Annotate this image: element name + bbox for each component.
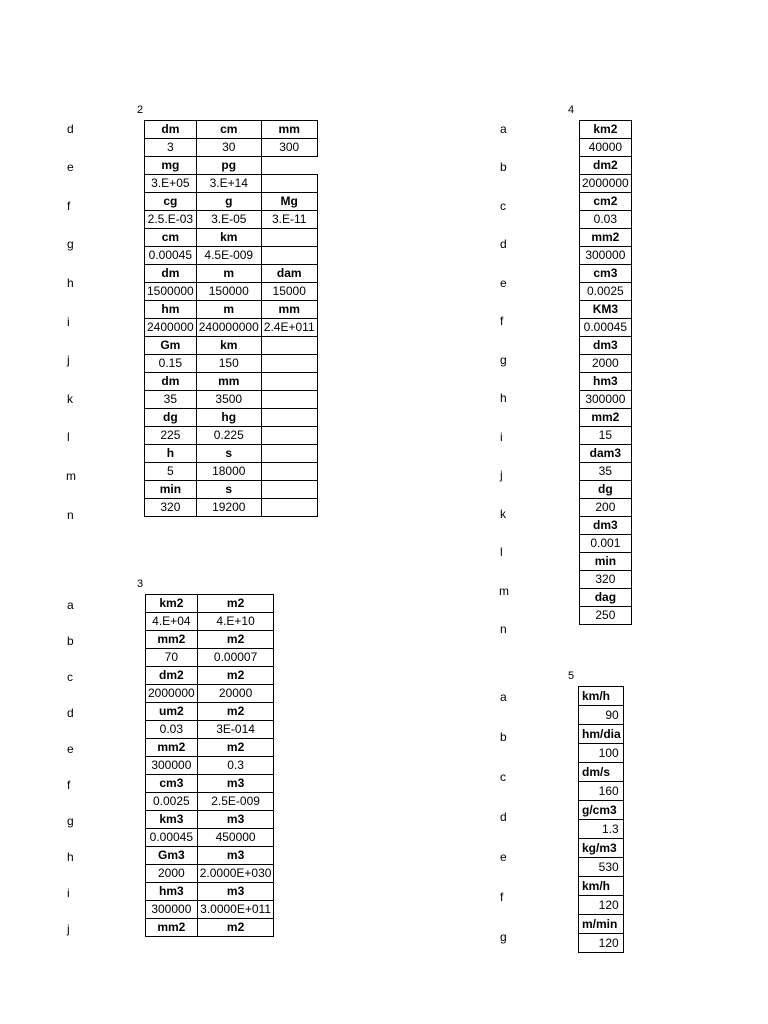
table-row [145, 157, 318, 175]
cell: 0.00007 [197, 649, 274, 667]
cell: 150 [196, 355, 261, 373]
row-label-l: l [500, 545, 503, 559]
table-row [146, 901, 274, 919]
row-label-d: d [67, 706, 74, 720]
cell: dm [145, 265, 197, 283]
row-label-f: f [500, 314, 504, 328]
cell: m2 [197, 703, 274, 721]
cell: 2.5E-009 [197, 793, 274, 811]
cell-empty [261, 229, 317, 247]
cell: hm3 [580, 373, 632, 391]
row-label-d: d [500, 237, 507, 251]
table-row [580, 427, 632, 445]
cell: m [196, 301, 261, 319]
table-row [579, 934, 624, 953]
cell: mm2 [580, 409, 632, 427]
row-label-m: m [66, 469, 76, 483]
cell: dm3 [580, 517, 632, 535]
table-row [580, 355, 632, 373]
table-row [145, 463, 318, 481]
row-label-a: a [67, 598, 74, 612]
cell-empty [261, 409, 317, 427]
table-row [580, 391, 632, 409]
section-number: 4 [568, 104, 575, 116]
table-row [145, 337, 318, 355]
cell-empty [261, 337, 317, 355]
row-label-h: h [500, 391, 507, 405]
table-row [579, 801, 624, 820]
table-row [580, 283, 632, 301]
cell: 160 [579, 782, 624, 801]
cell: 120 [579, 896, 624, 915]
table-row [146, 685, 274, 703]
row-label-j: j [67, 353, 70, 367]
row-label-e: e [67, 742, 74, 756]
cell: 4.5E-009 [196, 247, 261, 265]
cell: mm [196, 373, 261, 391]
cell: 240000000 [196, 319, 261, 337]
cell: m2 [197, 631, 274, 649]
cell: 0.15 [145, 355, 197, 373]
cell: 2.5.E-03 [145, 211, 197, 229]
table-row [580, 175, 632, 193]
cell: 3.E-11 [261, 211, 317, 229]
cell: 1500000 [145, 283, 197, 301]
table-row [146, 829, 274, 847]
cell: 20000 [197, 685, 274, 703]
cell: m2 [197, 919, 274, 937]
table-row [580, 481, 632, 499]
cell: dg [145, 409, 197, 427]
cell: 0.00045 [580, 319, 632, 337]
cell: mg [145, 157, 197, 175]
row-label-c: c [500, 199, 506, 213]
cell-empty [261, 499, 317, 517]
cell: 0.3 [197, 757, 274, 775]
cell: 3.0000E+011 [197, 901, 274, 919]
cell: 300 [261, 139, 317, 157]
cell: km3 [146, 811, 198, 829]
cell-empty [261, 463, 317, 481]
table-row [146, 847, 274, 865]
row-label-i: i [500, 430, 503, 444]
table-row [145, 355, 318, 373]
table-row [580, 517, 632, 535]
cell: mm2 [146, 919, 198, 937]
table-row [579, 915, 624, 934]
cell: cm [145, 229, 197, 247]
table-row [579, 839, 624, 858]
cell: 200 [580, 499, 632, 517]
row-label-n: n [67, 508, 74, 522]
cell: 320 [580, 571, 632, 589]
row-label-g: g [67, 237, 74, 251]
table-row [146, 811, 274, 829]
cell: mm [261, 301, 317, 319]
cell: 2000 [580, 355, 632, 373]
section-5-table [578, 686, 624, 953]
table-row [579, 687, 624, 706]
cell: min [580, 553, 632, 571]
row-label-e: e [500, 276, 507, 290]
cell: cm [196, 121, 261, 139]
cell: 100 [579, 744, 624, 763]
table-row [580, 247, 632, 265]
cell: 300000 [580, 391, 632, 409]
cell: 150000 [196, 283, 261, 301]
cell: hm [145, 301, 197, 319]
table-row [580, 211, 632, 229]
cell: 70 [146, 649, 198, 667]
cell: 15000 [261, 283, 317, 301]
cell: 4.E+04 [146, 613, 198, 631]
table-row [145, 301, 318, 319]
table-row [579, 725, 624, 744]
cell: m3 [197, 775, 274, 793]
section-3-table [145, 594, 274, 937]
row-label-k: k [500, 507, 506, 521]
cell: dm3 [580, 337, 632, 355]
cell: 2400000 [145, 319, 197, 337]
table-row [146, 865, 274, 883]
row-label-b: b [500, 160, 507, 174]
cell: 4.E+10 [197, 613, 274, 631]
cell: min [145, 481, 197, 499]
row-label-a: a [500, 122, 507, 136]
cell: 2000000 [146, 685, 198, 703]
cell: s [196, 445, 261, 463]
cell-empty [261, 427, 317, 445]
table-row [145, 229, 318, 247]
table-row [580, 589, 632, 607]
table-row [580, 499, 632, 517]
cell: 530 [579, 858, 624, 877]
cell: 0.0025 [146, 793, 198, 811]
row-label-e: e [500, 850, 507, 864]
cell: m3 [197, 811, 274, 829]
table-row [145, 121, 318, 139]
table-row [145, 409, 318, 427]
table-row [146, 721, 274, 739]
cell: s [196, 481, 261, 499]
row-label-c: c [67, 670, 73, 684]
cell: pg [196, 157, 261, 175]
cell: 320 [145, 499, 197, 517]
table-row [579, 858, 624, 877]
table-row [580, 301, 632, 319]
cell: 90 [579, 706, 624, 725]
row-label-j: j [67, 922, 70, 936]
cell: cm3 [146, 775, 198, 793]
cell: g/cm3 [579, 801, 624, 820]
cell: 3.E+05 [145, 175, 197, 193]
cell: m/min [579, 915, 624, 934]
cell: dm2 [146, 667, 198, 685]
row-label-f: f [500, 890, 504, 904]
cell: mm2 [146, 631, 198, 649]
table-row [145, 391, 318, 409]
cell: mm2 [146, 739, 198, 757]
row-label-g: g [67, 814, 74, 828]
cell: Gm3 [146, 847, 198, 865]
table-row [145, 211, 318, 229]
row-label-a: a [500, 690, 507, 704]
cell: 0.03 [580, 211, 632, 229]
table-row [145, 481, 318, 499]
section-number: 5 [568, 670, 575, 682]
cell: 450000 [197, 829, 274, 847]
cell: 225 [145, 427, 197, 445]
table-row [579, 763, 624, 782]
cell: Mg [261, 193, 317, 211]
cell: km2 [580, 121, 632, 139]
cell: hm3 [146, 883, 198, 901]
cell: 300000 [580, 247, 632, 265]
table-row [580, 535, 632, 553]
cell: 30 [196, 139, 261, 157]
cell: 0.225 [196, 427, 261, 445]
cell: km [196, 337, 261, 355]
row-label-i: i [67, 886, 70, 900]
cell: m2 [197, 739, 274, 757]
table-row [146, 883, 274, 901]
cell: dg [580, 481, 632, 499]
row-label-d: d [500, 810, 507, 824]
cell: 2000000 [580, 175, 632, 193]
cell-empty [261, 175, 317, 193]
cell: g [196, 193, 261, 211]
cell: 0.00045 [146, 829, 198, 847]
cell: 35 [580, 463, 632, 481]
row-label-g: g [500, 930, 507, 944]
cell: 40000 [580, 139, 632, 157]
cell: mm [261, 121, 317, 139]
table-row [146, 793, 274, 811]
cell: h [145, 445, 197, 463]
cell: km/h [579, 687, 624, 706]
table-row [579, 782, 624, 801]
cell: um2 [146, 703, 198, 721]
cell: dag [580, 589, 632, 607]
cell-empty [261, 355, 317, 373]
cell: kg/m3 [579, 839, 624, 858]
row-label-k: k [67, 392, 73, 406]
table-row [146, 667, 274, 685]
cell: 18000 [196, 463, 261, 481]
cell: 3E-014 [197, 721, 274, 739]
cell: KM3 [580, 301, 632, 319]
row-label-j: j [500, 468, 503, 482]
table-row [146, 775, 274, 793]
cell: cm3 [580, 265, 632, 283]
table-row [145, 499, 318, 517]
table-row [580, 229, 632, 247]
cell: 300000 [146, 757, 198, 775]
row-label-b: b [67, 634, 74, 648]
cell: 3.E-05 [196, 211, 261, 229]
cell: km2 [146, 595, 198, 613]
table-row [580, 445, 632, 463]
table-row [145, 139, 318, 157]
cell: 1.3 [579, 820, 624, 839]
cell-empty [261, 247, 317, 265]
section-4-table [579, 120, 632, 625]
cell: 35 [145, 391, 197, 409]
table-row [146, 757, 274, 775]
table-row [579, 706, 624, 725]
cell: 3500 [196, 391, 261, 409]
cell-empty [261, 373, 317, 391]
row-label-b: b [500, 730, 507, 744]
row-label-l: l [67, 430, 70, 444]
cell: 2.4E+011 [261, 319, 317, 337]
cell-empty [261, 391, 317, 409]
cell: m2 [197, 667, 274, 685]
row-label-f: f [67, 199, 71, 213]
cell: m2 [197, 595, 274, 613]
cell: m3 [197, 847, 274, 865]
cell-empty [261, 157, 317, 175]
cell: dam3 [580, 445, 632, 463]
table-row [580, 193, 632, 211]
section-2-table [144, 120, 318, 517]
cell-empty [261, 481, 317, 499]
cell: km [196, 229, 261, 247]
table-row [146, 919, 274, 937]
cell: hm/dia [579, 725, 624, 744]
table-row [146, 649, 274, 667]
table-row [580, 319, 632, 337]
table-row [146, 739, 274, 757]
cell: 15 [580, 427, 632, 445]
row-label-e: e [67, 160, 74, 174]
cell: m3 [197, 883, 274, 901]
cell: dm [145, 373, 197, 391]
cell: 0.03 [146, 721, 198, 739]
table-row [580, 409, 632, 427]
cell: m [196, 265, 261, 283]
row-label-c: c [500, 770, 506, 784]
table-row [580, 337, 632, 355]
table-row [579, 820, 624, 839]
cell: 3.E+14 [196, 175, 261, 193]
cell: dm2 [580, 157, 632, 175]
table-row [579, 896, 624, 915]
cell: 0.0025 [580, 283, 632, 301]
cell: 2.0000E+030 [197, 865, 274, 883]
table-row [146, 703, 274, 721]
table-row [145, 445, 318, 463]
cell: km/h [579, 877, 624, 896]
row-label-d: d [67, 122, 74, 136]
table-row [580, 463, 632, 481]
cell: hg [196, 409, 261, 427]
cell: dam [261, 265, 317, 283]
row-label-h: h [67, 850, 74, 864]
cell: cg [145, 193, 197, 211]
table-row [146, 631, 274, 649]
table-row [145, 283, 318, 301]
table-row [145, 175, 318, 193]
section-number: 2 [137, 104, 144, 116]
cell: 2000 [146, 865, 198, 883]
table-row [145, 265, 318, 283]
table-row [580, 571, 632, 589]
row-label-m: m [499, 584, 509, 598]
table-row [580, 157, 632, 175]
cell: 19200 [196, 499, 261, 517]
table-row [580, 139, 632, 157]
table-row [580, 265, 632, 283]
row-label-h: h [67, 276, 74, 290]
table-row [145, 193, 318, 211]
table-row [145, 373, 318, 391]
cell: cm2 [580, 193, 632, 211]
table-row [580, 121, 632, 139]
cell: Gm [145, 337, 197, 355]
table-row [145, 427, 318, 445]
cell: 120 [579, 934, 624, 953]
row-label-n: n [500, 622, 507, 636]
cell: 3 [145, 139, 197, 157]
table-row [580, 607, 632, 625]
cell: dm/s [579, 763, 624, 782]
table-row [146, 613, 274, 631]
table-row [580, 553, 632, 571]
cell: 0.00045 [145, 247, 197, 265]
table-row [145, 247, 318, 265]
row-label-g: g [500, 353, 507, 367]
table-row [145, 319, 318, 337]
cell-empty [261, 445, 317, 463]
cell: 5 [145, 463, 197, 481]
table-row [579, 744, 624, 763]
table-row [146, 595, 274, 613]
cell: dm [145, 121, 197, 139]
section-number: 3 [137, 578, 144, 590]
row-label-f: f [67, 778, 71, 792]
table-row [580, 373, 632, 391]
cell: 300000 [146, 901, 198, 919]
cell: 250 [580, 607, 632, 625]
cell: mm2 [580, 229, 632, 247]
row-label-i: i [67, 315, 70, 329]
table-row [579, 877, 624, 896]
cell: 0.001 [580, 535, 632, 553]
